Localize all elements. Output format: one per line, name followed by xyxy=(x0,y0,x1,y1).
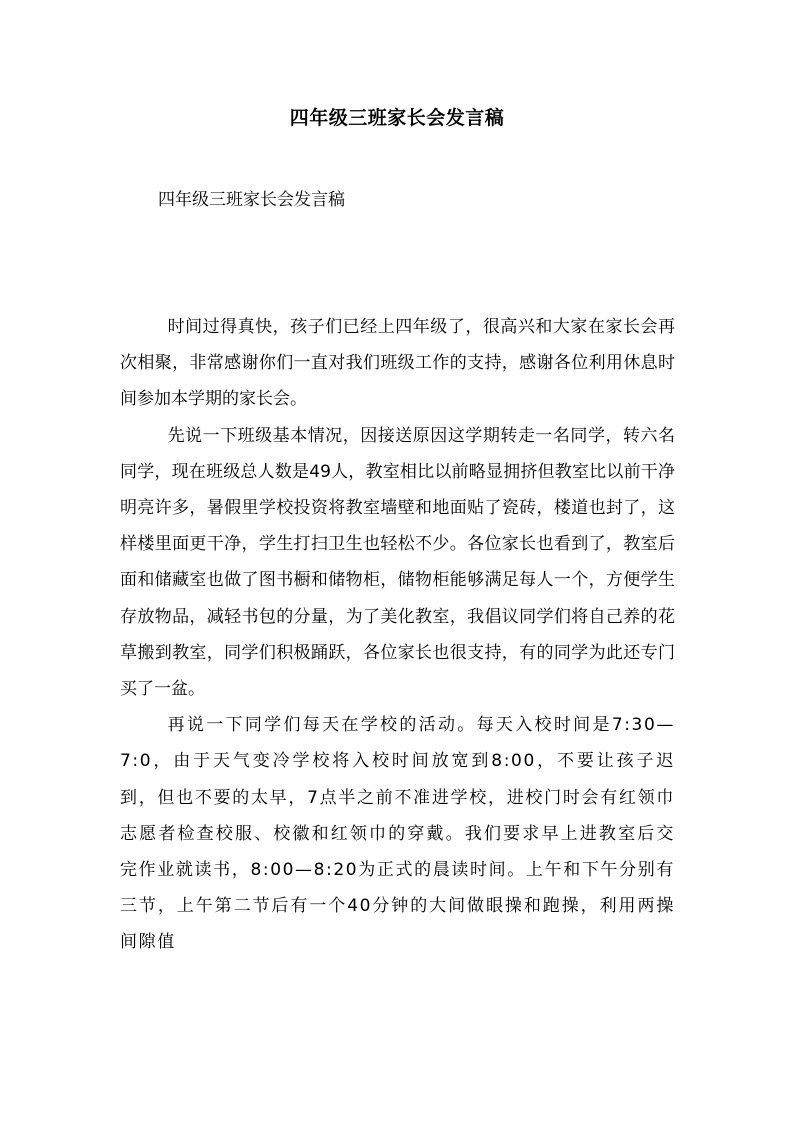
paragraph-class-situation: 先说一下班级基本情况，因接送原因这学期转走一名同学，转六名同学，现在班级总人数是49人，教室相比以前略显拥挤但教室比以前干净明亮许多，暑假里学校投资将教室墙壁和地面贴了瓷砖，楼道也封了，这样楼里面更干净，学生打扫卫生也轻松不少。各位家长也看到了，教室后面和储藏室也做了图书橱和储物柜，储物柜能够满足每人一个，方便学生存放物品，减轻书包的分量，为了美化教室，我倡议同学们将自己养的花草搬到教室，同学们积极踊跃，各位家长也很支持，有的同学为此还专门买了一盆。 xyxy=(120,425,675,700)
document-body xyxy=(120,309,675,961)
paragraph-daily-activities: 再说一下同学们每天在学校的活动。每天入校时间是7:30—7:0，由于天气变冷学校将入校时间放宽到8:00，不要让孩子迟到，但也不要的太早，7点半之前不准进学校，进校门时会有红领巾志愿者检查校服、校徽和红领巾的穿戴。我们要求早上进教室后交完作业就读书，8:00—8:20为正式的晨读时间。上午和下午分别有三节，上午第二节后有一个40分钟的大间做眼操和跑操，利用两操间隙值 xyxy=(120,715,675,953)
paragraph-opening: 时间过得真快，孩子们已经上四年级了，很高兴和大家在家长会再次相聚，非常感谢你们一直对我们班级工作的支持，感谢各位利用休息时间参加本学期的家长会。 xyxy=(120,317,675,410)
document-title: 四年级三班家长会发言稿 xyxy=(289,107,505,129)
document-subtitle: 四年级三班家长会发言稿 xyxy=(158,190,345,210)
